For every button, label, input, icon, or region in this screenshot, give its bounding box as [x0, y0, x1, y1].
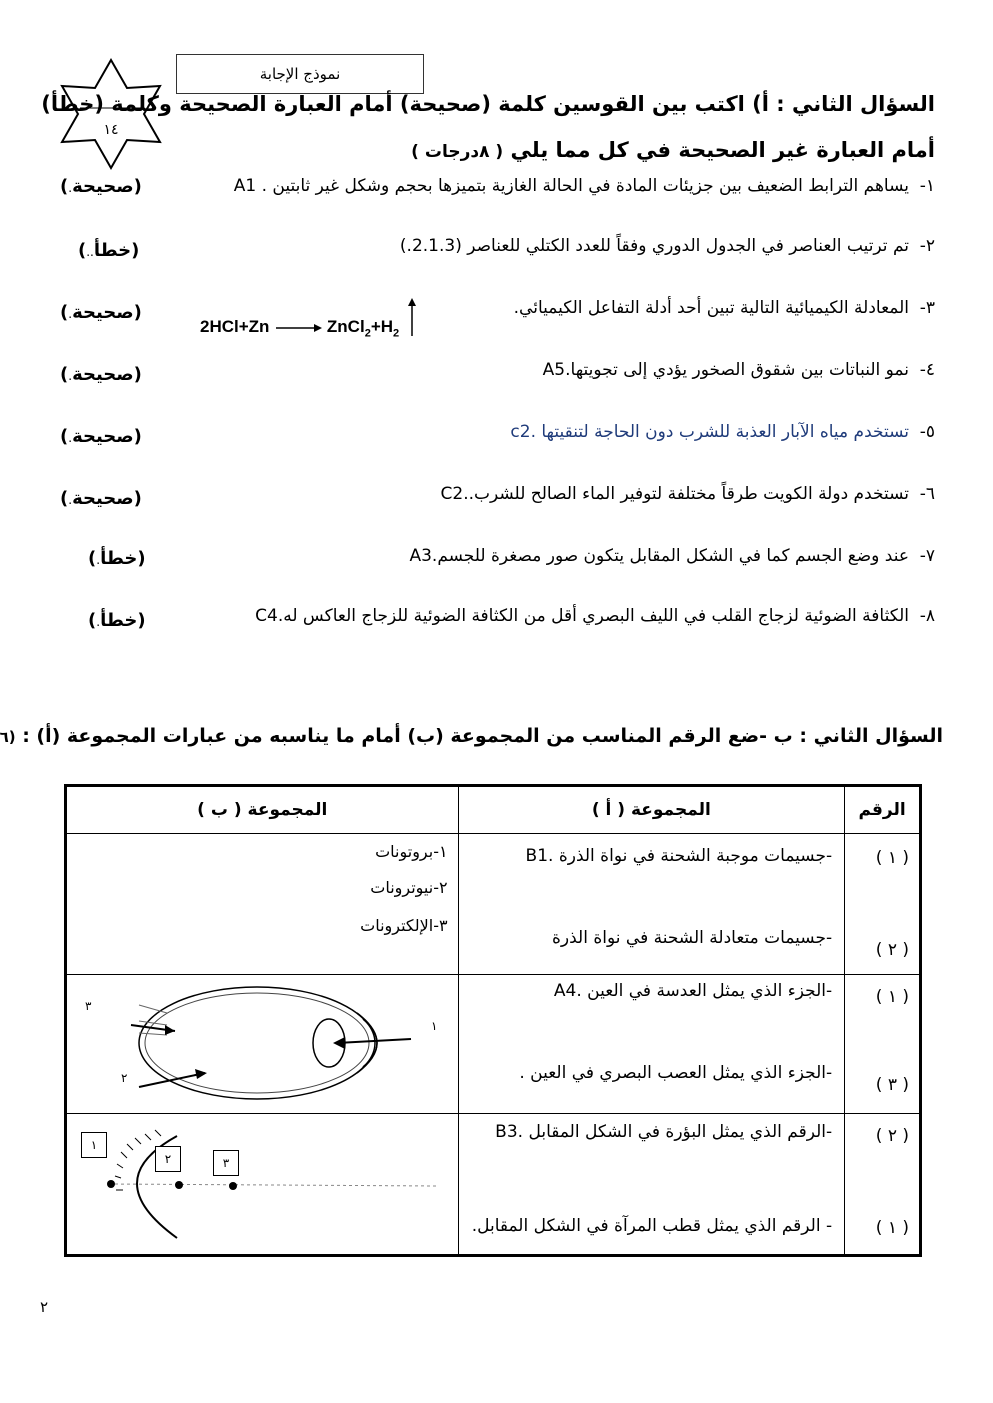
answer-7: (خطأ.) [88, 548, 146, 569]
statement-2 [400, 236, 935, 256]
part-a-title: السؤال الثاني : أ) اكتب بين القوسين كلمة (صحيحة) أمام العبارة الصحيحة وكلمة (خطأ) [41, 92, 935, 116]
mirror-label-2: ٢ [155, 1146, 181, 1172]
answer-4: (صحيحة.) [60, 364, 142, 385]
answer-number: ( ١ ) [875, 848, 909, 868]
table-row [66, 834, 921, 975]
mirror-label-1: ١ [81, 1132, 107, 1158]
statement-text: نمو النباتات بين شقوق الصخور يؤدي إلى تجويتها.A5 [542, 360, 909, 380]
statement-number: ٧- [919, 546, 935, 566]
statement-number: ٨- [919, 606, 935, 626]
eye-diagram-svg [67, 975, 461, 1113]
statement-text: عند وضع الجسم كما في الشكل المقابل يتكون صور مصغرة للجسم.A3 [409, 546, 909, 566]
statement-1 [234, 176, 935, 196]
statement-5 [510, 422, 935, 442]
answer-number: ( ١ ) [875, 987, 909, 1007]
part-b-points: (٦ [0, 728, 16, 746]
mirror-diagram-svg [67, 1114, 461, 1254]
answer-number: ( ١ ) [875, 1218, 909, 1238]
group-b-item: ١-بروتونات [375, 842, 448, 861]
table-row [66, 975, 921, 1114]
answer-number: ( ٢ ) [875, 1126, 909, 1146]
answer-number: ( ٣ ) [875, 1075, 909, 1095]
statement-number: ٣- [919, 298, 935, 318]
answer-number: ( ٢ ) [875, 940, 909, 960]
answer-2: (خطأ..) [78, 240, 140, 261]
mirror-label-3: ٣ [213, 1150, 239, 1176]
statement-number: ٥- [919, 422, 935, 442]
part-a-title2 [411, 138, 935, 162]
chemical-equation: 2HCl+Zn $ZnCl_2+H_2$ [200, 298, 420, 339]
answer-1: (صحيحة.) [60, 176, 142, 197]
answer-3: (صحيحة.) [60, 302, 142, 323]
header-num: الرقم [845, 786, 921, 834]
statement-number: ٤- [919, 360, 935, 380]
statement-4 [543, 360, 935, 380]
header-group-b: المجموعة ( ب ) [66, 786, 459, 834]
answer-5: (صحيحة.) [60, 426, 142, 447]
part-a-title2-text: أمام العبارة غير الصحيحة في كل مما يلي [510, 138, 935, 162]
eye-label-1: ١ [431, 1019, 438, 1033]
table-row [66, 1114, 921, 1256]
gas-arrow-icon [404, 298, 420, 338]
part-b-title [0, 725, 943, 747]
group-a-statement: -جسيمات متعادلة الشحنة في نواة الذرة [552, 928, 833, 948]
part-b-title-text: السؤال الثاني : ب -ضع الرقم المناسب من المجموعة (ب) أمام ما يناسبه من عبارات المجموعة (أ) : [22, 725, 943, 747]
answer-6: (صحيحة.) [60, 488, 142, 509]
group-a-statement: -الرقم الذي يمثل البؤرة في الشكل المقابل .B3 [495, 1122, 833, 1142]
statement-number: ١- [919, 176, 935, 196]
answer-model-label: نموذج الإجابة [176, 54, 424, 94]
group-b-item: ٣-الإلكترونات [360, 916, 448, 935]
statement-text: يساهم الترابط الضعيف بين جزيئات المادة في الحالة الغازية بتميزها بحجم وشكل غير ثابتين . A1 [233, 176, 909, 196]
statement-7 [409, 546, 935, 566]
statement-number: ٢- [919, 236, 935, 256]
group-a-statement: -الجزء الذي يمثل العصب البصري في العين . [519, 1063, 833, 1083]
statement-text: تستخدم دولة الكويت طرقاً مختلفة لتوفير الماء الصالح للشرب..C2 [440, 484, 909, 504]
statement-text: المعادلة الكيميائية التالية تبين أحد أدلة التفاعل الكيميائي. [513, 298, 909, 318]
matching-table [64, 784, 922, 1257]
statement-text: تستخدم مياه الآبار العذبة للشرب دون الحاجة لتنقيتها .c2 [510, 422, 909, 442]
reaction-arrow-icon [274, 323, 322, 333]
statement-6 [441, 484, 935, 504]
statement-text: تم ترتيب العناصر في الجدول الدوري وفقاً للعدد الكتلي للعناصر (2.1.3.) [399, 236, 909, 256]
table-header-row [66, 786, 921, 834]
group-a-statement: -الجزء الذي يمثل العدسة في العين .A4 [553, 981, 833, 1001]
eye-diagram [67, 975, 458, 1113]
score-value: ١٤ [103, 122, 119, 138]
group-b-item: ٢-نيوترونات [370, 878, 448, 897]
statement-8 [255, 606, 935, 626]
group-a-statement: -جسيمات موجبة الشحنة في نواة الذرة .B1 [525, 846, 833, 866]
statement-number: ٦- [919, 484, 935, 504]
answer-8: (خطأ.) [88, 610, 146, 631]
group-a-statement: - الرقم الذي يمثل قطب المرآة في الشكل المقابل. [471, 1216, 833, 1236]
statement-text: الكثافة الضوئية لزجاج القلب في الليف البصري أقل من الكثافة الضوئية للزجاج العاكس له.C4 [255, 606, 909, 626]
part-a-points: ( ٨درجات ) [411, 142, 504, 162]
page-number: ٢ [40, 1298, 49, 1316]
mirror-diagram [67, 1114, 458, 1254]
header-group-a: المجموعة ( أ ) [458, 786, 845, 834]
eye-label-3: ٣ [85, 999, 92, 1013]
statement-3 [514, 298, 935, 318]
eye-label-2: ٢ [121, 1071, 128, 1085]
